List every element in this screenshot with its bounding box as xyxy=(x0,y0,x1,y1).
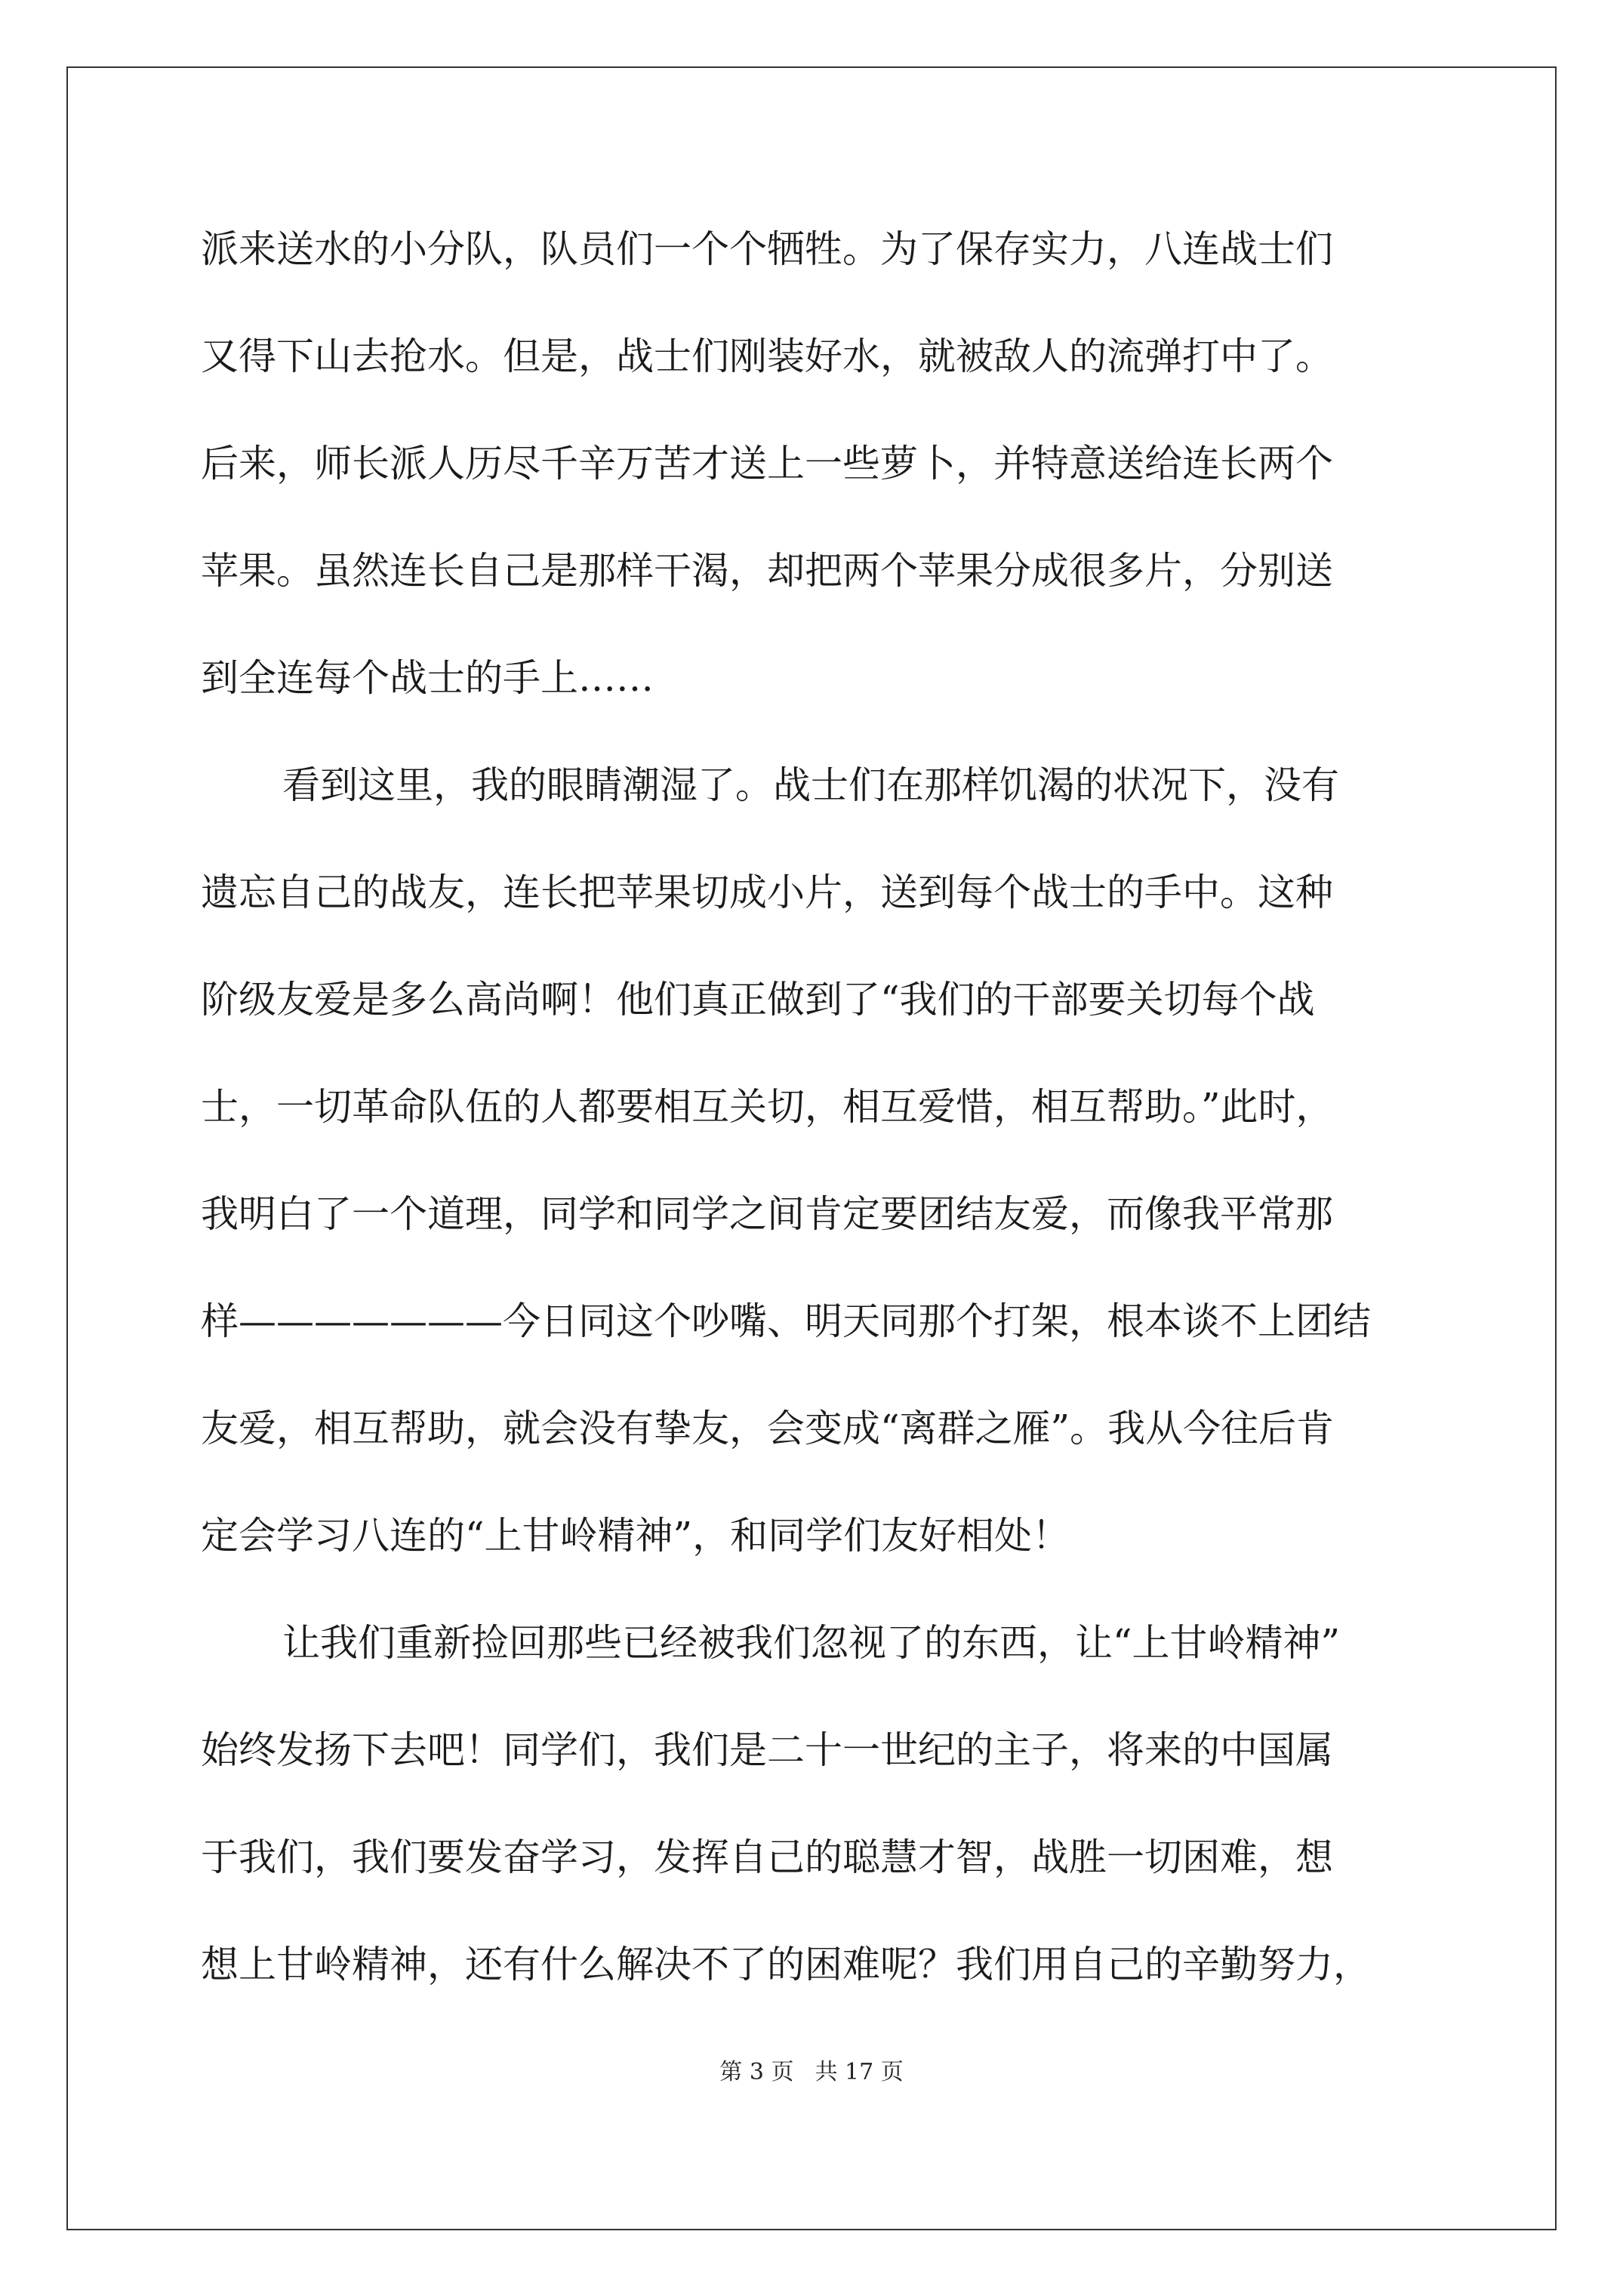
text-line: 于我们，我们要发奋学习，发挥自己的聪慧才智，战胜一切困难，想 xyxy=(201,1835,1333,1879)
text-line: 样———————今日同这个吵嘴、明天同那个打架，根本谈不上团结 xyxy=(201,1299,1371,1343)
text-line: 始终发扬下去吧！同学们，我们是二十一世纪的主子，将来的中国属 xyxy=(201,1728,1333,1772)
text-line: 派来送水的小分队，队员们一个个牺牲。为了保存实力，八连战士们 xyxy=(201,227,1333,271)
page-total: 共 17 页 xyxy=(815,2059,904,2085)
text-line: 士，一切革命队伍的人都要相互关切，相互爱惜，相互帮助。”此时， xyxy=(201,1085,1334,1129)
text-line: 定会学习八连的“上甘岭精神”，和同学们友好相处！ xyxy=(201,1514,1070,1558)
text-line: 到全连每个战士的手上…… xyxy=(201,656,654,700)
text-line: 后来，师长派人历尽千辛万苦才送上一些萝卜，并特意送给连长两个 xyxy=(201,442,1333,485)
text-line: 阶级友爱是多么高尚啊！他们真正做到了“我们的干部要关切每个战 xyxy=(201,978,1315,1022)
text-line: 看到这里，我的眼睛潮湿了。战士们在那样饥渴的状况下，没有 xyxy=(282,763,1339,807)
page-footer xyxy=(0,2057,1623,2088)
text-line: 又得下山去抢水。但是，战士们刚装好水，就被敌人的流弹打中了。 xyxy=(201,334,1333,378)
document-body xyxy=(201,219,1424,2042)
text-line: 我明白了一个道理，同学和同学之间肯定要团结友爱，而像我平常那 xyxy=(201,1192,1333,1236)
text-line: 友爱，相互帮助，就会没有挚友，会变成“离群之雁”。我从今往后肯 xyxy=(201,1407,1335,1450)
page-number: 第 3 页 xyxy=(719,2059,794,2085)
text-line: 想上甘岭精神，还有什么解决不了的困难呢？我们用自己的辛勤努力， xyxy=(201,1943,1371,1986)
text-line: 遗忘自己的战友，连长把苹果切成小片，送到每个战士的手中。这种 xyxy=(201,871,1333,914)
text-line: 苹果。虽然连长自己是那样干渴，却把两个苹果分成很多片，分别送 xyxy=(201,549,1333,593)
text-line: 让我们重新捡回那些已经被我们忽视了的东西，让“上甘岭精神” xyxy=(282,1621,1341,1665)
